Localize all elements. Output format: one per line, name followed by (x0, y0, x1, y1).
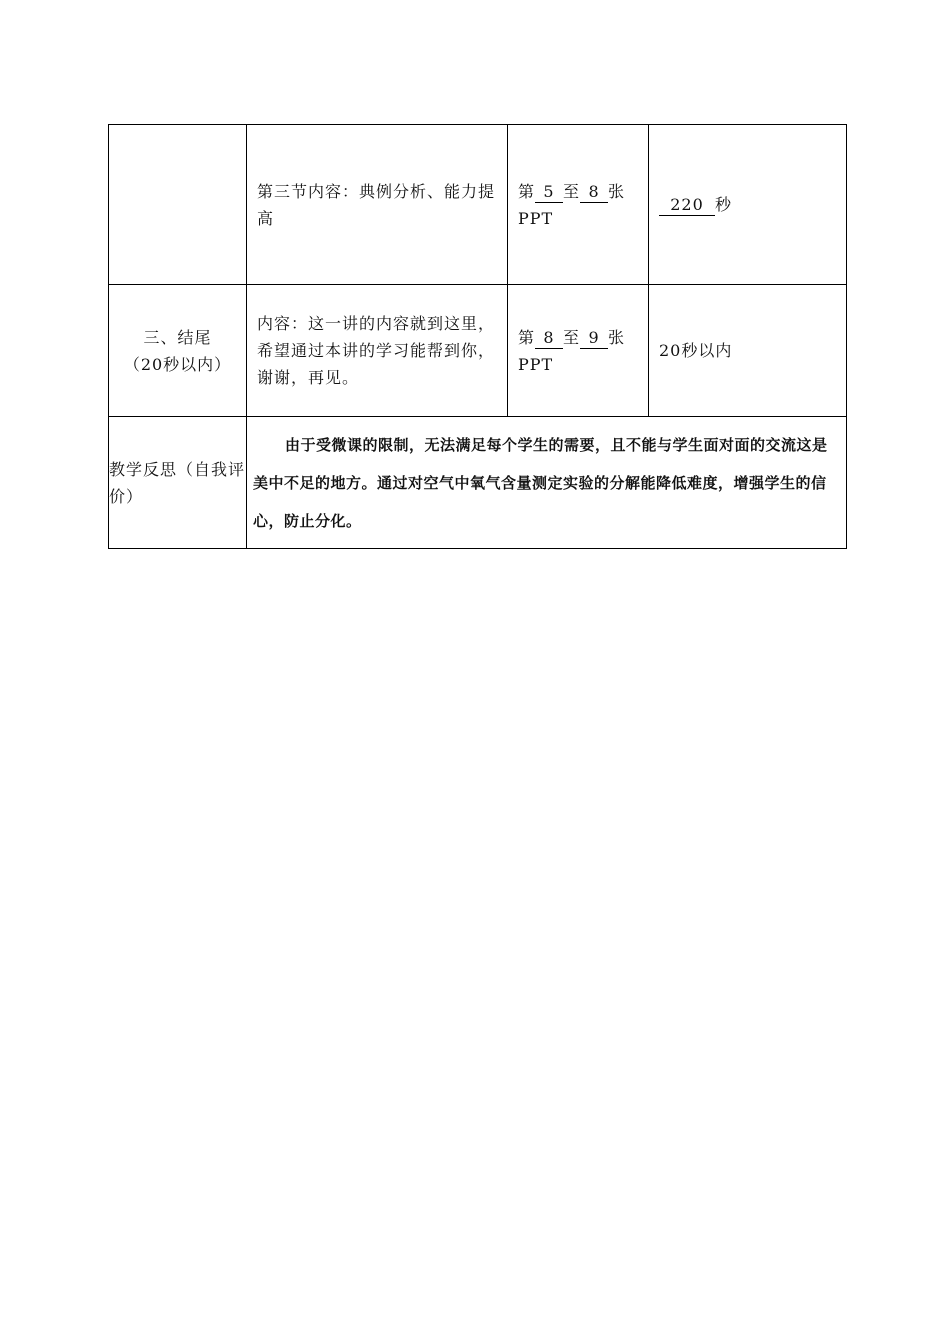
reflection-cell (247, 417, 847, 549)
time-text: 20秒以内 (659, 341, 733, 360)
slide-range: 第 8 至 9 张 PPT (518, 327, 626, 374)
section-label-cell (109, 125, 247, 285)
slide-unit: PPT (518, 208, 554, 228)
content-cell (247, 125, 508, 285)
lesson-plan-table (108, 124, 847, 549)
section-label-cell (109, 285, 247, 417)
table-row (109, 125, 847, 285)
content-cell (247, 285, 508, 417)
time-value: 220 (659, 195, 715, 216)
time-cell (649, 285, 847, 417)
slides-cell (508, 125, 649, 285)
reflection-text: 由于受微课的限制，无法满足每个学生的需要，且不能与学生面对面的交流这是美中不足的地方。通过对空气中氧气含量测定实验的分解能降低难度，增强学生的信心，防止分化。 (253, 435, 828, 530)
section-title: 三、结尾 (143, 327, 212, 347)
slide-from: 5 (535, 182, 563, 203)
content-text: 内容：这一讲的内容就到这里，希望通过本讲的学习能帮到你，谢谢，再见。 (257, 314, 496, 387)
slide-range: 第 5 至 8 张 PPT (518, 181, 626, 228)
slides-cell (508, 285, 649, 417)
table-row (109, 285, 847, 417)
content-text: 第三节内容：典例分析、能力提高 (257, 181, 496, 228)
slide-to: 8 (580, 182, 608, 203)
slide-from: 8 (535, 328, 563, 349)
slide-to: 9 (580, 328, 608, 349)
section-duration: （20秒以内） (123, 354, 232, 374)
table-row (109, 417, 847, 549)
time-cell (649, 125, 847, 285)
time-unit: 秒 (715, 195, 733, 214)
reflection-label: 教学反思（自我评价） (109, 417, 247, 549)
slide-unit: PPT (518, 354, 554, 374)
